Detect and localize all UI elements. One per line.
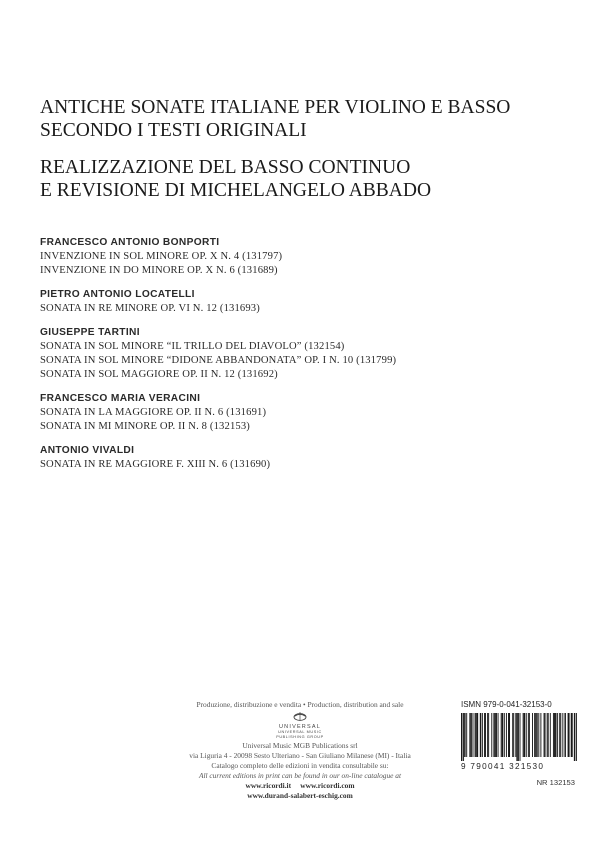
barcode-bar [516, 713, 517, 761]
barcode-bar [461, 713, 462, 761]
barcode-bar [493, 713, 494, 757]
composer-list [40, 236, 580, 482]
barcode-graphic [461, 713, 577, 761]
barcode-bar [512, 713, 513, 757]
publisher-address: via Liguria 4 - 20098 Sesto Ulteriano - San Giuliano Milanese (MI) - Italia [189, 751, 411, 760]
work-item: INVENZIONE IN DO MINORE OP. X N. 6 (131689) [40, 265, 278, 276]
barcode-bar [524, 713, 525, 757]
barcode-bar [502, 713, 503, 757]
globe-icon [270, 711, 330, 724]
barcode-bar [487, 713, 488, 757]
barcode-bar [535, 713, 536, 757]
universal-logo [270, 711, 330, 739]
composer-vivaldi [40, 444, 580, 472]
barcode-bar [529, 713, 530, 757]
composer-name: FRANCESCO MARIA VERACINI [40, 393, 201, 404]
composer-tartini [40, 326, 580, 382]
barcode-bar [576, 713, 577, 761]
barcode-bar [572, 713, 573, 757]
work-item: SONATA IN LA MAGGIORE OP. II N. 6 (131691) [40, 407, 267, 418]
logo-wordmark: UNIVERSAL [279, 724, 321, 730]
barcode-bar [538, 713, 539, 757]
barcode-area [461, 700, 581, 787]
production-line: Produzione, distribuzione e vendita • Production, distribution and sale [196, 700, 404, 709]
title-line-2: SECONDO I TESTI ORIGINALI [40, 120, 307, 141]
barcode-bar [523, 713, 524, 757]
work-item: SONATA IN SOL MINORE “IL TRILLO DEL DIAVOLO” (132154) [40, 341, 345, 352]
barcode-bar [498, 713, 499, 757]
barcode-bar [545, 713, 546, 757]
work-item: SONATA IN SOL MINORE “DIDONE ABBANDONATA” OP. I N. 10 (131799) [40, 355, 397, 366]
composer-veracini [40, 392, 580, 434]
barcode-bar [560, 713, 561, 757]
catalogue-english: All current editions in print can be found in our on-line catalogue at [198, 771, 402, 780]
barcode-bar [473, 713, 474, 757]
barcode-bar [463, 713, 464, 761]
composer-name: ANTONIO VIVALDI [40, 445, 135, 456]
composer-name: GIUSEPPE TARTINI [40, 327, 140, 338]
website-link-durand[interactable]: www.durand-salabert-eschig.com [247, 791, 353, 800]
barcode-bar [559, 713, 560, 757]
barcode-bar [574, 713, 575, 761]
title-line-1: ANTICHE SONATE ITALIANE PER VIOLINO E BASSO [40, 97, 511, 118]
barcode-bar [517, 713, 518, 761]
barcode-bar [469, 713, 470, 757]
title-block [40, 96, 580, 202]
barcode-bar [536, 713, 537, 757]
work-item: SONATA IN MI MINORE OP. II N. 8 (132153) [40, 421, 250, 432]
barcode-bar [540, 713, 541, 757]
barcode-bar [562, 713, 563, 757]
work-item: SONATA IN RE MAGGIORE F. XIII N. 6 (131690) [40, 459, 271, 470]
barcode-bar [470, 713, 471, 757]
barcode-bar [528, 713, 529, 757]
composer-name: PIETRO ANTONIO LOCATELLI [40, 289, 195, 300]
barcode-bar [484, 713, 485, 757]
barcode-bar [488, 713, 489, 757]
barcode-bar [464, 713, 465, 757]
ismn-label: ISMN 979-0-041-32153-0 [461, 700, 552, 709]
composer-locatelli [40, 288, 580, 316]
work-item: SONATA IN SOL MAGGIORE OP. II N. 12 (131692) [40, 369, 278, 380]
barcode-bar [466, 713, 467, 757]
subtitle-line-1: REALIZZAZIONE DEL BASSO CONTINUO [40, 157, 411, 178]
publisher-name: Universal Music MGB Publications srl [242, 741, 358, 750]
composer-name: FRANCESCO ANTONIO BONPORTI [40, 237, 220, 248]
catalogue-italian: Catalogo completo delle edizioni in vendita consultabile su: [211, 761, 389, 770]
work-item: SONATA IN RE MINORE OP. VI N. 12 (131693) [40, 303, 260, 314]
barcode-bar [491, 713, 492, 757]
logo-subtitle-1: UNIVERSAL MUSIC [278, 730, 322, 734]
barcode-bar [494, 713, 495, 757]
barcode-bar [544, 713, 545, 757]
barcode-bar [513, 713, 514, 757]
barcode-bar [476, 713, 477, 757]
barcode-bar [495, 713, 496, 757]
logo-subtitle-2: PUBLISHING GROUP [276, 734, 324, 739]
barcode-bar [480, 713, 481, 757]
barcode-bar [547, 713, 548, 757]
barcode-bar [526, 713, 527, 757]
barcode-bar [485, 713, 486, 757]
barcode-bar [554, 713, 555, 757]
barcode-number: 9 790041 321530 [461, 762, 545, 771]
barcode-bar [475, 713, 476, 757]
barcode-bar [548, 713, 549, 757]
website-links[interactable]: www.ricordi.it www.ricordi.com [245, 781, 355, 790]
work-item: INVENZIONE IN SOL MINORE OP. X N. 4 (131797) [40, 251, 283, 262]
catalogue-number: NR 132153 [536, 778, 575, 787]
barcode-bar [555, 713, 556, 757]
publisher-footer [155, 700, 445, 801]
barcode-bar [550, 713, 551, 757]
barcode-bar [520, 713, 521, 761]
barcode-bar [504, 713, 505, 757]
barcode-bar [477, 713, 478, 757]
barcode-bar [501, 713, 502, 757]
barcode-bar [506, 713, 507, 757]
subtitle-line-2: E REVISIONE DI MICHELANGELO ABBADO [40, 180, 432, 201]
barcode-bar [569, 713, 570, 757]
barcode-bar [564, 713, 565, 757]
barcode-bar [553, 713, 554, 757]
barcode-bar [534, 713, 535, 757]
barcode-bar [482, 713, 483, 757]
barcode-bar [532, 713, 533, 757]
composer-bonporti [40, 236, 580, 278]
barcode-bar [515, 713, 516, 757]
barcode-bar [509, 713, 510, 757]
barcode-bar [557, 713, 558, 757]
